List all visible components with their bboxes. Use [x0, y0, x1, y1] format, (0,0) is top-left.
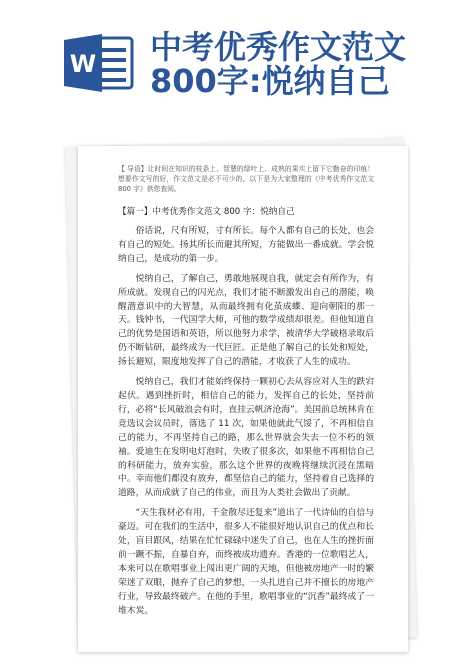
- article-body: [118, 206, 374, 624]
- title-line-1: 中考优秀作文范文: [150, 28, 407, 66]
- paragraph: 悦纳自己，我们才能始终保持一颗初心去从容应对人生的跌宕起伏。遇到挫折时，相信自己的能力，发挥自己的长处，坚持前行，必将“长风破浪会有时，直挂云帆济沧海”。美国前总统林肯在竞选议会议员时，落选了 11 次，如果他就此气馁了，不再相信自己的能力，不再坚持自己的路，那么世界就会失去一位不朽的领袖。爱迪生在发明电灯泡时，失败了很多次，如果他不再相信自己的科研能力，放弃实验，那么这个世界的夜晚将继续沉浸在黑暗中。幸而他们都没有放弃，都坚信自己的能力，坚持着自己选择的道路，从而成就了自己的伟业，而且为人类社会做出了贡献。: [118, 377, 374, 499]
- article-title: 【篇一】中考优秀作文范文 800 字：悦纳自己: [118, 207, 295, 217]
- word-logo-icon: [62, 32, 136, 94]
- page-header: [0, 0, 474, 120]
- paragraph: 悦纳自己，了解自己，勇敢地展现自我，就定会有所作为，有所成就。发现自己的闪光点，我们才能不断激发出自己的潜能，唤醒潜意识中的大智慧，从而最终拥有化茧成蝶、迎向朝阳的那一天。钱钟书，一代国学大师，可他的数学成绩却很差。但他知道自己的优势是国语和英语，所以他努力求学，被清华大学破格录取后仍不断钻研，最终成为一代巨匠。正是他了解自己的长处和短处，扬长避短，限度地发挥了自己的潜能，才收获了人生的成功。: [118, 273, 374, 368]
- document-intro: 【 导语】让时间在知识的枝条上、智慧的绿叶上、成熟的果实上留下它勤奋的印痕！想要作文写的好，作文范文是必不可少的。以下是为大家整理的《中考优秀作文范文 800 字》供您查阅。: [118, 165, 374, 193]
- word-logo-letter: W: [69, 50, 97, 78]
- page-title: [150, 30, 470, 98]
- title-line-2: 800字:悦纳自己: [150, 62, 390, 100]
- paragraph: 俗话说，尺有所短，寸有所长。每个人都有自己的长处，也会有自己的短处。扬其所长而避其所短，方能做出一番成就。学会悦纳自己，是成功的第一步。: [118, 226, 374, 264]
- paragraph: “天生我材必有用，千金散尽还复来”道出了一代诗仙的自信与豪迈。可在我们的生活中，很多人不能很好地认识自己的优点和长处，盲目跟风，结果在忙忙碌碌中迷失了自己，也在人生的挫折面前一蹶不振，自暴自弃，而终被成功遗弃。香港的一位歌唱艺人，本来可以在歌唱事业上闯出更广阔的天地，但他被房地产一时的繁荣迷了双眼，抛弃了自己的梦想，一头扎进自己并不擅长的房地产行业，导致最终破产。在他的手里，歌唱事业的“沉香”最终成了一堆木炭。: [118, 508, 374, 616]
- document-page: [78, 146, 408, 652]
